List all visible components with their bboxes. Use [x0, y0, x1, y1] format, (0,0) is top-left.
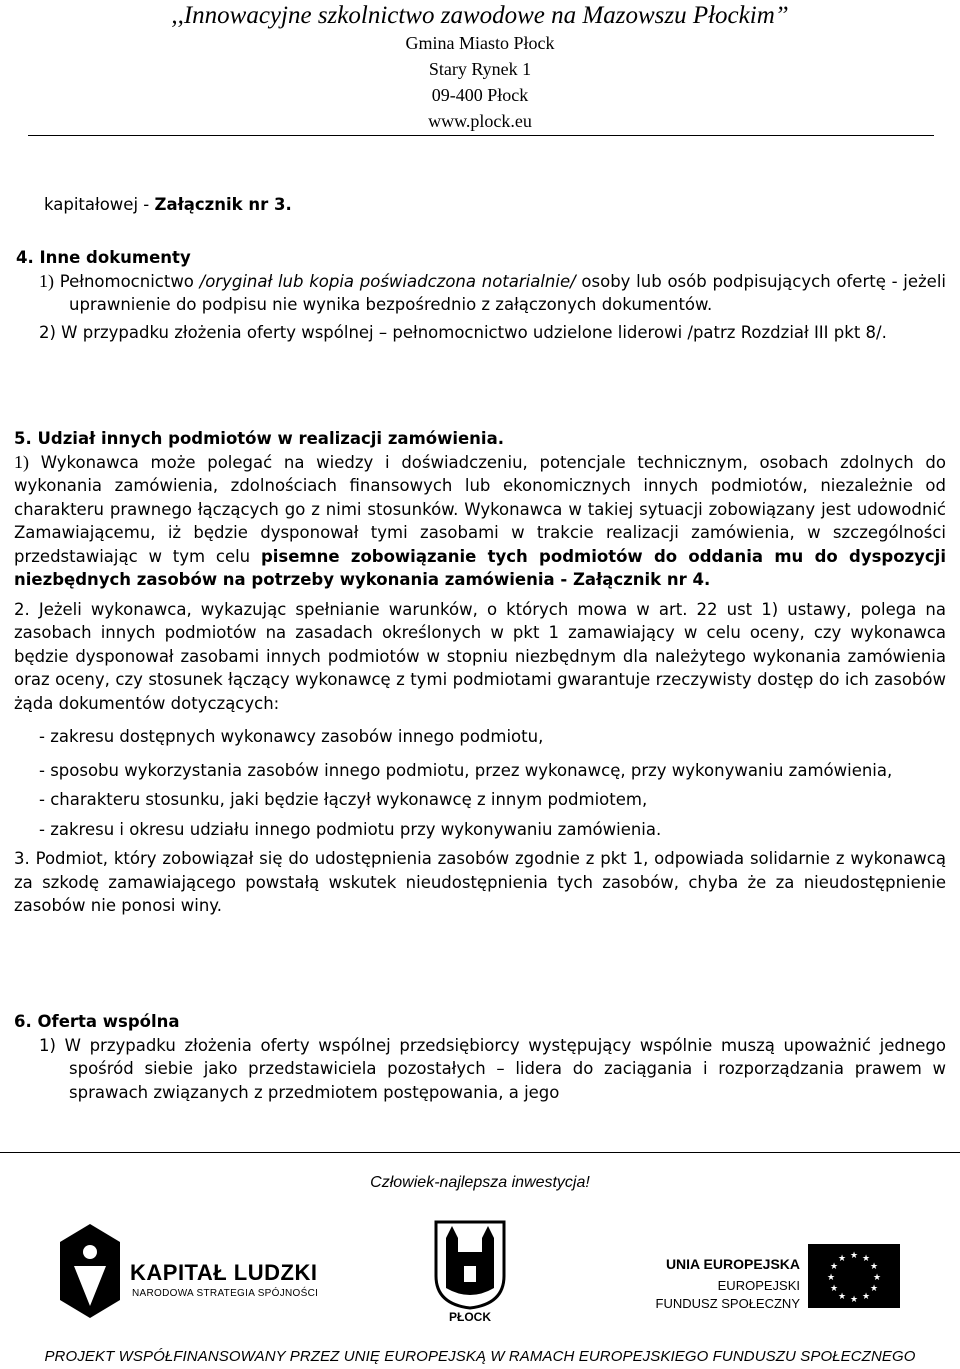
svg-text:★: ★	[849, 1251, 859, 1261]
document-body	[14, 193, 946, 217]
plock-label: PŁOCK	[449, 1310, 491, 1324]
svg-text:★: ★	[861, 1254, 871, 1264]
paragraph-continuation: kapitałowej - Załącznik nr 3.	[44, 195, 292, 214]
list-item: - zakresu i okresu udziału innego podmiotu przy wykonywaniu zamówienia.	[39, 819, 662, 839]
paragraph: 2. Jeżeli wykonawca, wykazując spełnianie warunków, o których mowa w art. 22 ust 1) ustawy, polega na zasobach innych podmiotów na zasadach określonych w pkt 1 zamawiający w celu oceny, czy wykonawca będzie dysponował zasobami innych podmiotów w stopniu niezbędnym dla należytego wykonania zamówienia oraz oceny, czy stosunek łączący wykonawcę z tymi podmiotami gwarantuje rzeczywisty dostęp do ich zasobów żąda dokumentów dotyczących:	[14, 599, 946, 713]
plock-coat-of-arms	[432, 1218, 508, 1328]
list-item: 2) W przypadku złożenia oferty wspólnej – pełnomocnictwo udzielone liderowi /patrz Rozdział III pkt 8/.	[39, 322, 887, 342]
list-item: - charakteru stosunku, jaki będzie łączył wykonawcę z innym podmiotem,	[39, 790, 648, 809]
header-divider	[28, 135, 934, 136]
section-4	[14, 246, 946, 344]
cofinancing-notice: PROJEKT WSPÓŁFINANSOWANY PRZEZ UNIĘ EUROPEJSKĄ W RAMACH EUROPEJSKIEGO FUNDUSZU SPOŁECZNEGO	[44, 1348, 916, 1365]
list-item: - zakresu dostępnych wykonawcy zasobów innego podmiotu,	[39, 727, 544, 746]
eu-fund-line1: EUROPEJSKI	[717, 1278, 800, 1293]
kapital-ludzki-emblem-icon	[60, 1222, 122, 1322]
eu-logo	[640, 1230, 900, 1320]
section-heading: 4. Inne dokumenty	[16, 248, 191, 267]
website-link[interactable]: www.plock.eu	[428, 111, 532, 131]
section-heading: 6. Oferta wspólna	[14, 1012, 180, 1031]
eu-fund-line2: FUNDUSZ SPOŁECZNY	[655, 1296, 800, 1311]
street-address: Stary Rynek 1	[428, 59, 532, 79]
project-title: ,,Innowacyjne szkolnictwo zawodowe na Mazowszu Płockim”	[171, 2, 789, 29]
footer-slogan: Człowiek-najlepsza inwestycja!	[370, 1174, 590, 1191]
svg-text:★: ★	[869, 1284, 879, 1294]
list-item: - sposobu wykorzystania zasobów innego podmiotu, przez wykonawcę, przy wykonywaniu zamówienia,	[39, 760, 893, 780]
list-item: 1) Pełnomocnictwo /oryginał lub kopia poświadczona notarialnie/ osoby lub osób podpisujących ofertę - jeżeli uprawnienie do podpisu nie wynika bezpośrednio z załączonych dokumentów.	[39, 270, 946, 314]
svg-text:★: ★	[849, 1295, 859, 1305]
kapital-ludzki-title: KAPITAŁ LUDZKI	[130, 1260, 318, 1285]
letterhead	[0, 0, 960, 134]
svg-text:★: ★	[869, 1262, 879, 1272]
svg-text:★: ★	[829, 1262, 839, 1272]
paragraph: 3. Podmiot, który zobowiązał się do udostępnienia zasobów zgodnie z pkt 1, odpowiada solidarnie z wykonawcą za szkodę zamawiającego powstałą wskutek nieudostępnienia tych zasobów, chyba że za nieudostępnienie zasobów nie ponosi winy.	[14, 849, 946, 915]
footer-divider	[0, 1152, 960, 1153]
list-item: 1) W przypadku złożenia oferty wspólnej przedsiębiorcy występujący wspólnie muszą upoważnić jednego spośród siebie jako przedstawiciela pozostałych – lidera do zaciągania i rozporządzania prawem w sprawach związanych z przedmiotem postępowania, a jego	[39, 1035, 946, 1102]
paragraph: 1) Wykonawca może polegać na wiedzy i doświadczeniu, potencjale technicznym, osobach zdolnych do wykonania zamówienia, zdolnościach finansowych lub ekonomicznych innych podmiotów, niezależnie od charakteru prawnego łączących go z nimi stosunków. Wykonawca w takiej sytuacji zobowiązany jest udowodnić Zamawiającemu, iż będzie dysponował tymi zasobami w trakcie realizacji zamówienia, w szczególności przedstawiając w tym celu pisemne zobowiązanie tych podmiotów do oddania mu do dyspozycji niezbędnych zasobów na potrzeby wykonania zamówienia - Załącznik nr 4.	[14, 451, 946, 589]
section-5	[14, 427, 946, 918]
kapital-ludzki-subtitle: NARODOWA STRATEGIA SPÓJNOŚCI	[132, 1288, 319, 1299]
svg-text:★: ★	[861, 1292, 871, 1302]
postal-address: 09-400 Płock	[431, 85, 529, 105]
eu-title: UNIA EUROPEJSKA	[665, 1256, 800, 1272]
svg-text:★: ★	[826, 1273, 836, 1283]
svg-text:★: ★	[837, 1254, 847, 1264]
svg-text:★: ★	[829, 1284, 839, 1294]
svg-text:★: ★	[872, 1273, 882, 1283]
eu-flag-icon	[808, 1244, 900, 1308]
plock-crest-icon	[432, 1218, 508, 1310]
org-name: Gmina Miasto Płock	[405, 33, 555, 53]
section-heading: 5. Udział innych podmiotów w realizacji zamówienia.	[14, 429, 504, 448]
kapital-ludzki-logo	[60, 1222, 340, 1322]
svg-text:★: ★	[837, 1292, 847, 1302]
section-6	[14, 1010, 946, 1104]
